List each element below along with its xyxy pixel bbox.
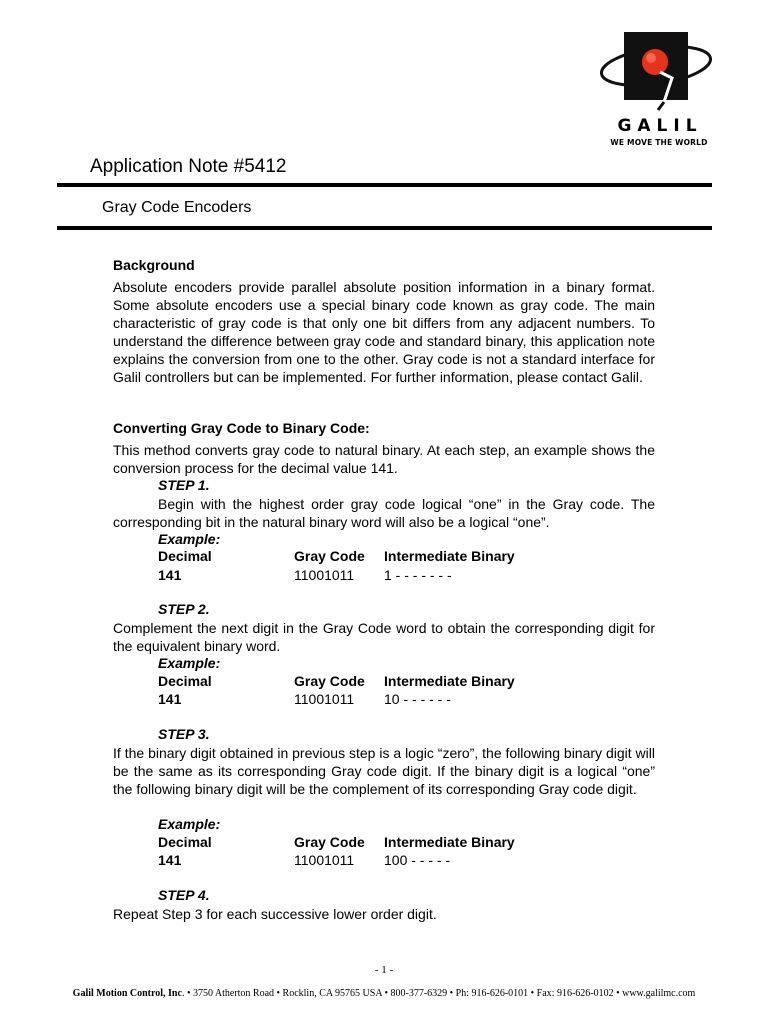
background-heading: Background	[113, 257, 195, 273]
step-3-title: STEP 3.	[158, 726, 210, 742]
step-4-title: STEP 4.	[158, 887, 210, 903]
step-1-text: Begin with the highest order gray code logical “one” in the Gray code. The corresponding bit in the natural binary word will also be a logical “one”.	[113, 496, 655, 530]
gray-code-header: Gray Code	[294, 673, 365, 689]
gray-code-value: 11001011	[294, 852, 355, 868]
example-row	[158, 691, 558, 709]
logo-tagline: WE MOVE THE WORLD	[610, 138, 708, 147]
step-2-text: Complement the next digit in the Gray Code word to obtain the corresponding digit for the equivalent binary word.	[113, 620, 655, 654]
intermediate-binary-header: Intermediate Binary	[384, 673, 515, 689]
decimal-value: 141	[158, 852, 182, 868]
page-number: - 1 -	[374, 964, 394, 976]
example-row	[158, 852, 558, 870]
decimal-value: 141	[158, 691, 182, 707]
decimal-value: 141	[158, 567, 182, 583]
example-label: Example:	[158, 655, 221, 671]
title-rule	[57, 183, 712, 187]
gray-code-header: Gray Code	[294, 548, 365, 564]
gray-code-value: 11001011	[294, 691, 355, 707]
example-label: Example:	[158, 816, 221, 832]
step-1-title: STEP 1.	[158, 477, 210, 493]
converting-paragraph: This method converts gray code to natural binary. At each step, an example shows the conversion process for the decimal value 141.	[113, 442, 655, 476]
footer-details: . • 3750 Atherton Road • Rocklin, CA 95765 USA • 800-377-6329 • Ph: 916-626-0101 • Fax: 916-626-0102 • www.galilmc.com	[181, 988, 696, 999]
logo-wordmark: GALIL	[617, 116, 703, 136]
decimal-header: Decimal	[158, 548, 212, 564]
example-header-row	[158, 548, 558, 566]
binary-value: 10 - - - - - -	[384, 691, 451, 707]
gray-code-header: Gray Code	[294, 834, 365, 850]
page-title: Application Note #5412	[90, 156, 287, 177]
step-3-text: If the binary digit obtained in previous step is a logic “zero”, the following binary digit will be the same as its corresponding Gray code digit. If the binary digit is a logical “one” the following binary digit will be the complement of its corresponding Gray code digit.	[113, 745, 655, 797]
decimal-header: Decimal	[158, 673, 212, 689]
binary-value: 1 - - - - - - -	[384, 567, 452, 583]
footer-company: Galil Motion Control, Inc	[72, 988, 182, 999]
step-2-title: STEP 2.	[158, 601, 210, 617]
decimal-header: Decimal	[158, 834, 212, 850]
footer-contact	[0, 988, 768, 999]
intermediate-binary-header: Intermediate Binary	[384, 548, 515, 564]
example-label: Example:	[158, 531, 221, 547]
example-row	[158, 567, 558, 585]
converting-heading: Converting Gray Code to Binary Code:	[113, 420, 370, 436]
step-4-text: Repeat Step 3 for each successive lower order digit.	[113, 906, 437, 922]
example-header-row	[158, 834, 558, 852]
background-paragraph: Absolute encoders provide parallel absolute position information in a binary format. Some absolute encoders use a special binary code known as gray code. The main characteristic of gray code is that only one bit differs from any adjacent numbers. To understand the difference between gray code and standard binary, this application note explains the conversion from one to the other. Gray code is not a standard interface for Galil controllers but can be implemented. For further information, please contact Galil.	[113, 279, 655, 385]
gray-code-value: 11001011	[294, 567, 355, 583]
subtitle-rule	[57, 226, 712, 230]
example-header-row	[158, 673, 558, 691]
intermediate-binary-header: Intermediate Binary	[384, 834, 515, 850]
page-subtitle: Gray Code Encoders	[102, 199, 252, 216]
binary-value: 100 - - - - -	[384, 852, 451, 868]
